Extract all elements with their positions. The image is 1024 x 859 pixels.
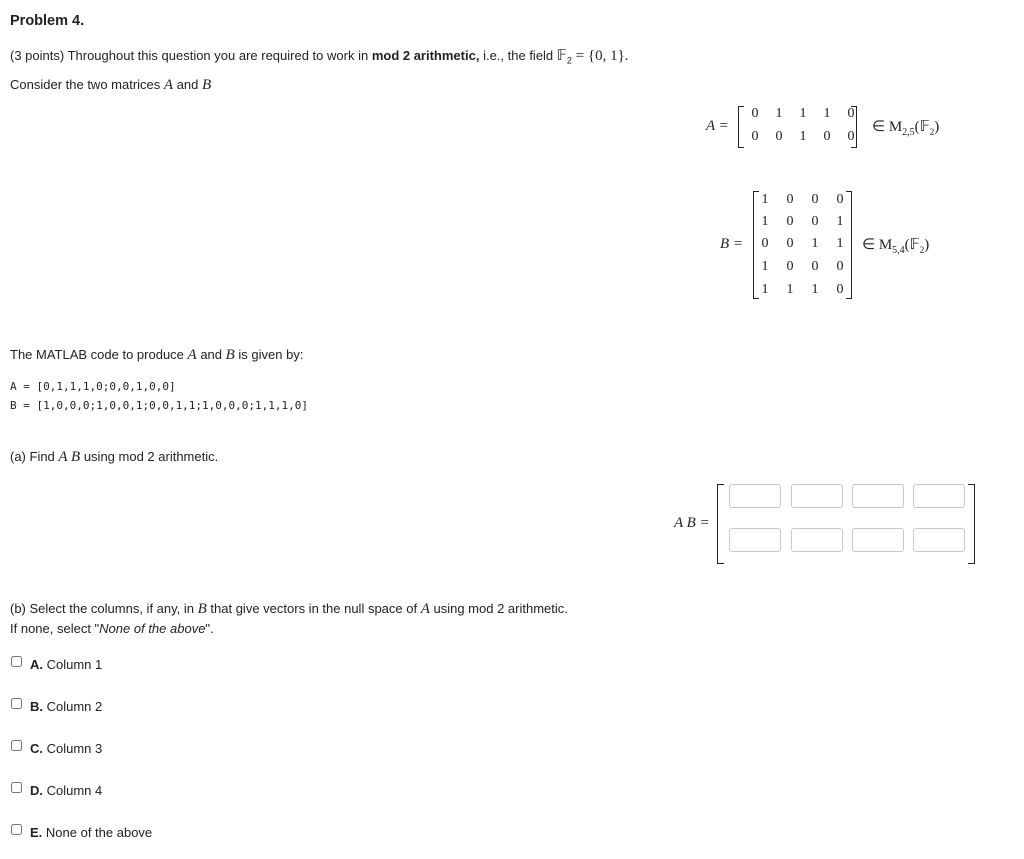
matrix-a-cell: 0 [847, 106, 855, 121]
part-a-prefix: Find [25, 449, 59, 464]
option-c-label[interactable] [30, 741, 102, 756]
part-b-B: B [197, 601, 207, 617]
option-a-label[interactable] [30, 657, 102, 672]
matrix-b-cell: 0 [836, 282, 844, 297]
part-b-line2-italic: None of the above [99, 621, 206, 636]
consider-B: B [202, 77, 212, 93]
matlab-A: A [187, 347, 197, 363]
intro-prefix: (3 points) Throughout this question you are required to work in [10, 48, 372, 63]
answer-cell-2-2[interactable] [791, 528, 843, 552]
answer-cell-2-1[interactable] [729, 528, 781, 552]
field-symbol: 𝔽 [556, 48, 567, 64]
matrix-a-size: 2,5 [902, 127, 915, 138]
matrix-b-cell: 0 [786, 192, 794, 207]
matrix-b-label [720, 236, 743, 253]
matrix-b-field: (𝔽 [904, 237, 920, 253]
option-b-label[interactable] [30, 699, 102, 714]
matlab-B: B [225, 347, 235, 363]
matlab-prefix: The MATLAB code to produce [10, 347, 188, 362]
option-e[interactable] [0, 824, 400, 844]
part-b-question [10, 601, 568, 618]
matrix-b-cell: 0 [811, 214, 819, 229]
matrix-b-cell: 1 [811, 236, 819, 251]
part-b-A: A [420, 601, 430, 617]
matrix-a-membership [872, 117, 939, 138]
matlab-code-b: B = [1,0,0,0;1,0,0,1;0,0,1,1;1,0,0,0;1,1,1,0] [10, 399, 309, 412]
answer-cell-1-2[interactable] [791, 484, 843, 508]
consider-A: A [163, 77, 174, 93]
option-a-text: Column 1 [43, 657, 103, 672]
consider-and: and [173, 77, 202, 92]
part-b-tag: (b) [10, 601, 26, 616]
matrix-b-cell: 0 [786, 214, 794, 229]
matlab-suffix: is given by: [234, 347, 304, 362]
matrix-b-cell: 1 [836, 214, 844, 229]
matrix-a-cell: 0 [751, 106, 759, 121]
matrix-a-cell: 0 [847, 129, 855, 144]
answer-cell-1-1[interactable] [729, 484, 781, 508]
option-b-text: Column 2 [43, 699, 103, 714]
option-a[interactable] [0, 656, 400, 676]
matrix-b-cell: 0 [836, 259, 844, 274]
part-a-expr: A B [58, 449, 81, 465]
answer-cell-1-3[interactable] [852, 484, 904, 508]
consider-text [10, 77, 211, 94]
part-b-suffix: using mod 2 arithmetic. [429, 601, 568, 616]
part-b-prefix: Select the columns, if any, in [25, 601, 198, 616]
answer-cell-2-4[interactable] [913, 528, 965, 552]
part-b-instruction [10, 621, 214, 636]
problem-title: Problem 4. [10, 13, 85, 29]
matrix-a-label [706, 118, 729, 135]
matrix-b-cell: 1 [761, 282, 769, 297]
part-a-tag: (a) [10, 449, 26, 464]
matrix-a-cell: 1 [775, 106, 783, 121]
matrix-b-in: ∈ M [862, 237, 893, 253]
option-d-checkbox[interactable] [11, 782, 22, 793]
matrix-b-close: ) [924, 237, 930, 253]
option-c-text: Column 3 [43, 741, 103, 756]
matrix-b-cell: 0 [811, 192, 819, 207]
matrix-a-cell: 0 [751, 129, 759, 144]
option-d[interactable] [0, 782, 400, 802]
matlab-code-a: A = [0,1,1,1,0;0,0,1,0,0] [10, 380, 176, 393]
matrix-b-cell: 0 [786, 259, 794, 274]
field-sub: 2 [566, 55, 572, 66]
matrix-a-field: (𝔽 [914, 119, 930, 135]
option-e-letter: E. [30, 825, 43, 840]
matrix-b-cell: 0 [761, 236, 769, 251]
answer-label-text: A B = [674, 515, 710, 531]
part-b-line2-prefix: If none, select " [10, 621, 100, 636]
matrix-a-cell: 1 [823, 106, 831, 121]
option-e-label[interactable] [30, 825, 152, 840]
field-set: = {0, 1}. [571, 48, 629, 64]
option-b-letter: B. [30, 699, 43, 714]
answer-label [674, 515, 710, 532]
matrix-a-cell: 0 [823, 129, 831, 144]
part-a-suffix: using mod 2 arithmetic. [80, 449, 219, 464]
option-d-text: Column 4 [43, 783, 103, 798]
option-b-checkbox[interactable] [11, 698, 22, 709]
option-d-letter: D. [30, 783, 43, 798]
matrix-b-cell: 1 [811, 282, 819, 297]
option-a-checkbox[interactable] [11, 656, 22, 667]
answer-left-bracket [717, 484, 724, 564]
matrix-a-in: ∈ M [872, 119, 903, 135]
answer-right-bracket [968, 484, 975, 564]
option-b[interactable] [0, 698, 400, 718]
part-b-line2-suffix: ". [205, 621, 214, 636]
matrix-b-size: 5,4 [892, 245, 905, 256]
matrix-b [720, 188, 1010, 303]
matrix-b-cell: 0 [786, 236, 794, 251]
intro-suffix: i.e., the field [479, 48, 557, 63]
part-b-middle: that give vectors in the null space of [206, 601, 421, 616]
matrix-b-cell: 0 [811, 259, 819, 274]
matrix-a-cell: 0 [775, 129, 783, 144]
matrix-b-membership [862, 235, 929, 256]
matrix-b-cell: 1 [761, 259, 769, 274]
matrix-b-field-sub: 2 [919, 245, 925, 255]
option-c-checkbox[interactable] [11, 740, 22, 751]
answer-cell-1-4[interactable] [913, 484, 965, 508]
matlab-text [10, 347, 303, 364]
option-e-checkbox[interactable] [11, 824, 22, 835]
matrix-a [706, 103, 1006, 153]
intro-text [10, 46, 629, 66]
matrix-a-close: ) [934, 119, 940, 135]
matrix-b-cell: 1 [761, 192, 769, 207]
matrix-b-cell: 1 [836, 236, 844, 251]
answer-cell-2-3[interactable] [852, 528, 904, 552]
matrix-a-left-bracket [738, 106, 744, 148]
matlab-and: and [196, 347, 226, 362]
option-c-letter: C. [30, 741, 43, 756]
option-c[interactable] [0, 740, 400, 760]
matrix-b-cell: 1 [786, 282, 794, 297]
matrix-b-label-text: B = [720, 236, 744, 252]
option-d-label[interactable] [30, 783, 102, 798]
matrix-b-cell: 0 [836, 192, 844, 207]
matrix-a-label-text: A = [706, 118, 729, 134]
part-a-question [10, 449, 218, 466]
option-e-text: None of the above [42, 825, 153, 840]
option-a-letter: A. [30, 657, 43, 672]
intro-bold: mod 2 arithmetic, [371, 48, 480, 63]
matrix-a-field-sub: 2 [929, 127, 935, 137]
matrix-b-cell: 1 [761, 214, 769, 229]
matrix-a-cell: 1 [799, 129, 807, 144]
matrix-a-cell: 1 [799, 106, 807, 121]
consider-prefix: Consider the two matrices [10, 77, 164, 92]
